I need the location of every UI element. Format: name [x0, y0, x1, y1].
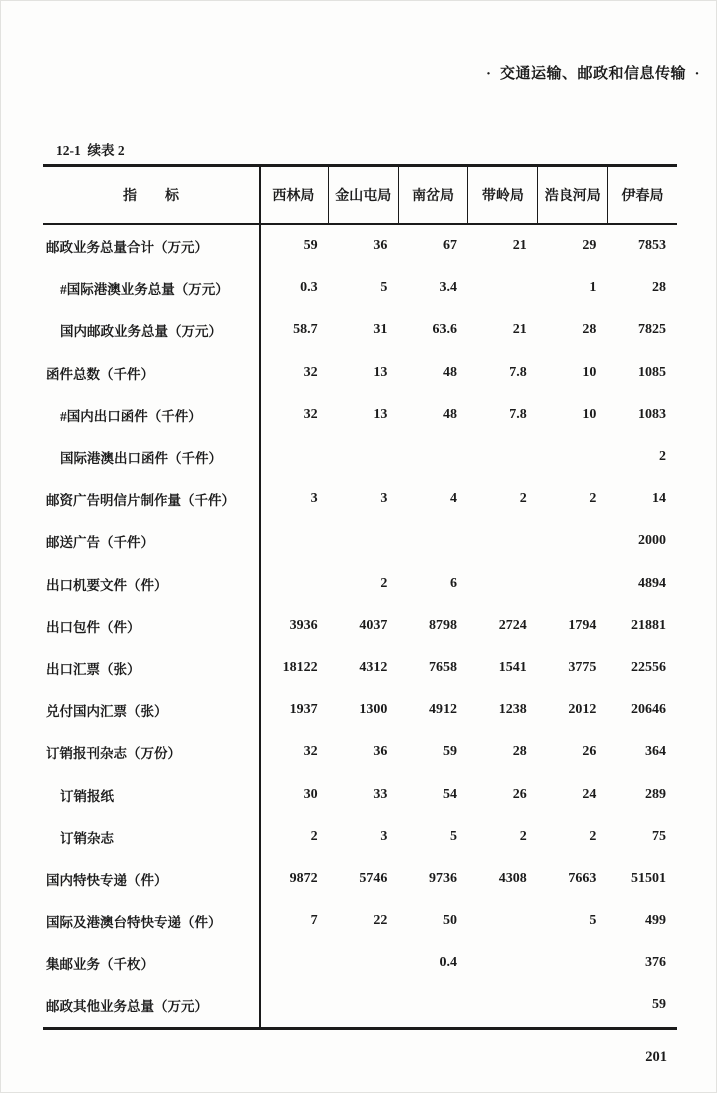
- cell-value: 1541: [498, 659, 527, 675]
- cell-value: 10: [582, 364, 597, 380]
- cell-value: 499: [645, 913, 667, 929]
- cell-value: 22556: [631, 659, 667, 675]
- table-row: [43, 478, 677, 520]
- cell-value: 30: [303, 786, 318, 802]
- cell-value: 75: [652, 828, 667, 844]
- table-row: [43, 267, 677, 309]
- cell-value: 2724: [498, 617, 527, 633]
- table-row: [43, 563, 677, 605]
- cell-value: 2: [589, 828, 597, 844]
- cell-value: 2: [310, 828, 318, 844]
- row-label: 国际及港澳台特快专递（件）: [46, 915, 222, 931]
- cell-value: 32: [303, 406, 318, 422]
- cell-value: 14: [652, 491, 667, 507]
- cell-value: 4037: [359, 617, 388, 633]
- row-label: 出口包件（件）: [46, 619, 141, 635]
- column-header-indicator: 指 标: [123, 189, 179, 204]
- cell-value: 21881: [631, 617, 667, 633]
- cell-value: 3.4: [439, 280, 458, 296]
- table-row: [43, 816, 677, 858]
- cell-value: 7.8: [509, 406, 527, 422]
- table-row: [43, 689, 677, 731]
- cell-value: 28: [582, 322, 597, 338]
- row-label: 出口汇票（张）: [46, 661, 141, 677]
- table-row: [43, 605, 677, 647]
- cell-value: 20646: [631, 702, 667, 718]
- row-label: 订销报纸: [60, 788, 114, 804]
- cell-value: 9736: [429, 870, 458, 886]
- cell-value: 59: [443, 744, 458, 760]
- column-header-xilin: 西林局: [272, 189, 315, 204]
- cell-value: 3: [310, 491, 318, 507]
- cell-value: 2: [380, 575, 388, 591]
- table-row: [43, 225, 677, 267]
- cell-value: 1794: [568, 617, 597, 633]
- table-row: [43, 520, 677, 562]
- cell-value: 5: [380, 280, 388, 296]
- cell-value: 3775: [568, 659, 597, 675]
- cell-value: 3936: [289, 617, 318, 633]
- cell-value: 4912: [429, 702, 458, 718]
- row-label: 函件总数（千件）: [46, 366, 154, 382]
- cell-value: 7: [310, 913, 318, 929]
- cell-value: 28: [512, 744, 527, 760]
- cell-value: 26: [512, 786, 527, 802]
- cell-value: 1085: [638, 364, 667, 380]
- cell-value: 1: [589, 280, 597, 296]
- row-label: #国内出口函件（千件）: [60, 408, 202, 424]
- cell-value: 22: [373, 913, 388, 929]
- table-row: [43, 436, 677, 478]
- table-row: [43, 309, 677, 351]
- cell-value: 7825: [638, 322, 667, 338]
- cell-value: 4894: [638, 575, 667, 591]
- cell-value: 31: [373, 322, 388, 338]
- cell-value: 59: [303, 238, 318, 254]
- table-row: [43, 942, 677, 984]
- cell-value: 5746: [359, 870, 388, 886]
- cell-value: 28: [652, 280, 667, 296]
- table-row: [43, 352, 677, 394]
- cell-value: 21: [512, 322, 527, 338]
- running-head: · 交通运输、邮政和信息传输 ·: [485, 66, 700, 82]
- row-label: #国际港澳业务总量（万元）: [60, 282, 229, 298]
- cell-value: 51501: [631, 870, 667, 886]
- cell-value: 7853: [638, 238, 667, 254]
- cell-value: 2000: [638, 533, 667, 549]
- cell-value: 13: [373, 406, 388, 422]
- cell-value: 26: [582, 744, 597, 760]
- cell-value: 5: [450, 828, 458, 844]
- row-label: 订销杂志: [60, 830, 114, 846]
- cell-value: 2: [519, 491, 527, 507]
- row-label: 兑付国内汇票（张）: [46, 704, 168, 720]
- column-header-haolianghe: 浩良河局: [537, 167, 607, 223]
- row-label: 集邮业务（千枚）: [46, 957, 154, 973]
- cell-value: 32: [303, 744, 318, 760]
- row-label: 国际港澳出口函件（千件）: [60, 451, 222, 467]
- row-label: 邮政其他业务总量（万元）: [46, 999, 208, 1015]
- cell-value: 48: [443, 406, 458, 422]
- cell-value: 6: [450, 575, 458, 591]
- column-header-nancha: 南岔局: [398, 167, 468, 223]
- page-number: 201: [645, 1049, 667, 1065]
- cell-value: 9872: [289, 870, 318, 886]
- cell-value: 7658: [429, 659, 458, 675]
- table-row: [43, 984, 677, 1026]
- cell-value: 1937: [289, 702, 318, 718]
- cell-value: 54: [443, 786, 458, 802]
- cell-value: 4312: [359, 659, 388, 675]
- cell-value: 4308: [498, 870, 527, 886]
- cell-value: 1238: [498, 702, 527, 718]
- column-header-yichun: 伊春局: [607, 167, 677, 223]
- cell-value: 0.3: [300, 280, 318, 296]
- cell-value: 7.8: [509, 364, 527, 380]
- row-label: 邮资广告明信片制作量（千件）: [46, 493, 235, 509]
- cell-value: 7663: [568, 870, 597, 886]
- cell-value: 21: [512, 238, 527, 254]
- cell-value: 18122: [282, 659, 318, 675]
- cell-value: 58.7: [293, 322, 318, 338]
- cell-value: 2: [519, 828, 527, 844]
- cell-value: 4: [450, 491, 458, 507]
- statistics-table: [43, 164, 677, 1030]
- cell-value: 376: [645, 955, 667, 971]
- cell-value: 0.4: [439, 955, 458, 971]
- cell-value: 59: [652, 997, 667, 1013]
- cell-value: 33: [373, 786, 388, 802]
- row-label: 国内特快专递（件）: [46, 872, 168, 888]
- cell-value: 29: [582, 238, 597, 254]
- row-label: 订销报刊杂志（万份）: [46, 746, 181, 762]
- table-label: 12-1 续表 2: [56, 143, 125, 158]
- table-body: [43, 225, 677, 1027]
- table-row: [43, 647, 677, 689]
- cell-value: 3: [380, 491, 388, 507]
- cell-value: 2: [589, 491, 597, 507]
- table-row: [43, 858, 677, 900]
- cell-value: 24: [582, 786, 597, 802]
- stub-divider-line: [259, 167, 261, 1027]
- cell-value: 32: [303, 364, 318, 380]
- table-row: [43, 773, 677, 815]
- cell-value: 364: [645, 744, 667, 760]
- cell-value: 50: [443, 913, 458, 929]
- cell-value: 10: [582, 406, 597, 422]
- cell-value: 289: [645, 786, 667, 802]
- cell-value: 8798: [429, 617, 458, 633]
- cell-value: 36: [373, 238, 388, 254]
- cell-value: 1083: [638, 406, 667, 422]
- cell-value: 2: [659, 449, 667, 465]
- table-row: [43, 900, 677, 942]
- column-header-dailing: 带岭局: [467, 167, 537, 223]
- table-header-row: [43, 167, 677, 225]
- cell-value: 3: [380, 828, 388, 844]
- cell-value: 5: [589, 913, 597, 929]
- cell-value: 63.6: [432, 322, 458, 338]
- table-row: [43, 731, 677, 773]
- cell-value: 2012: [568, 702, 597, 718]
- cell-value: 67: [443, 238, 458, 254]
- column-header-jinshantun: 金山屯局: [328, 167, 398, 223]
- cell-value: 48: [443, 364, 458, 380]
- cell-value: 1300: [359, 702, 388, 718]
- row-label: 邮政业务总量合计（万元）: [46, 240, 208, 256]
- row-label: 出口机要文件（件）: [46, 577, 168, 593]
- table-row: [43, 394, 677, 436]
- row-label: 邮送广告（千件）: [46, 535, 154, 551]
- row-label: 国内邮政业务总量（万元）: [60, 324, 222, 340]
- cell-value: 36: [373, 744, 388, 760]
- cell-value: 13: [373, 364, 388, 380]
